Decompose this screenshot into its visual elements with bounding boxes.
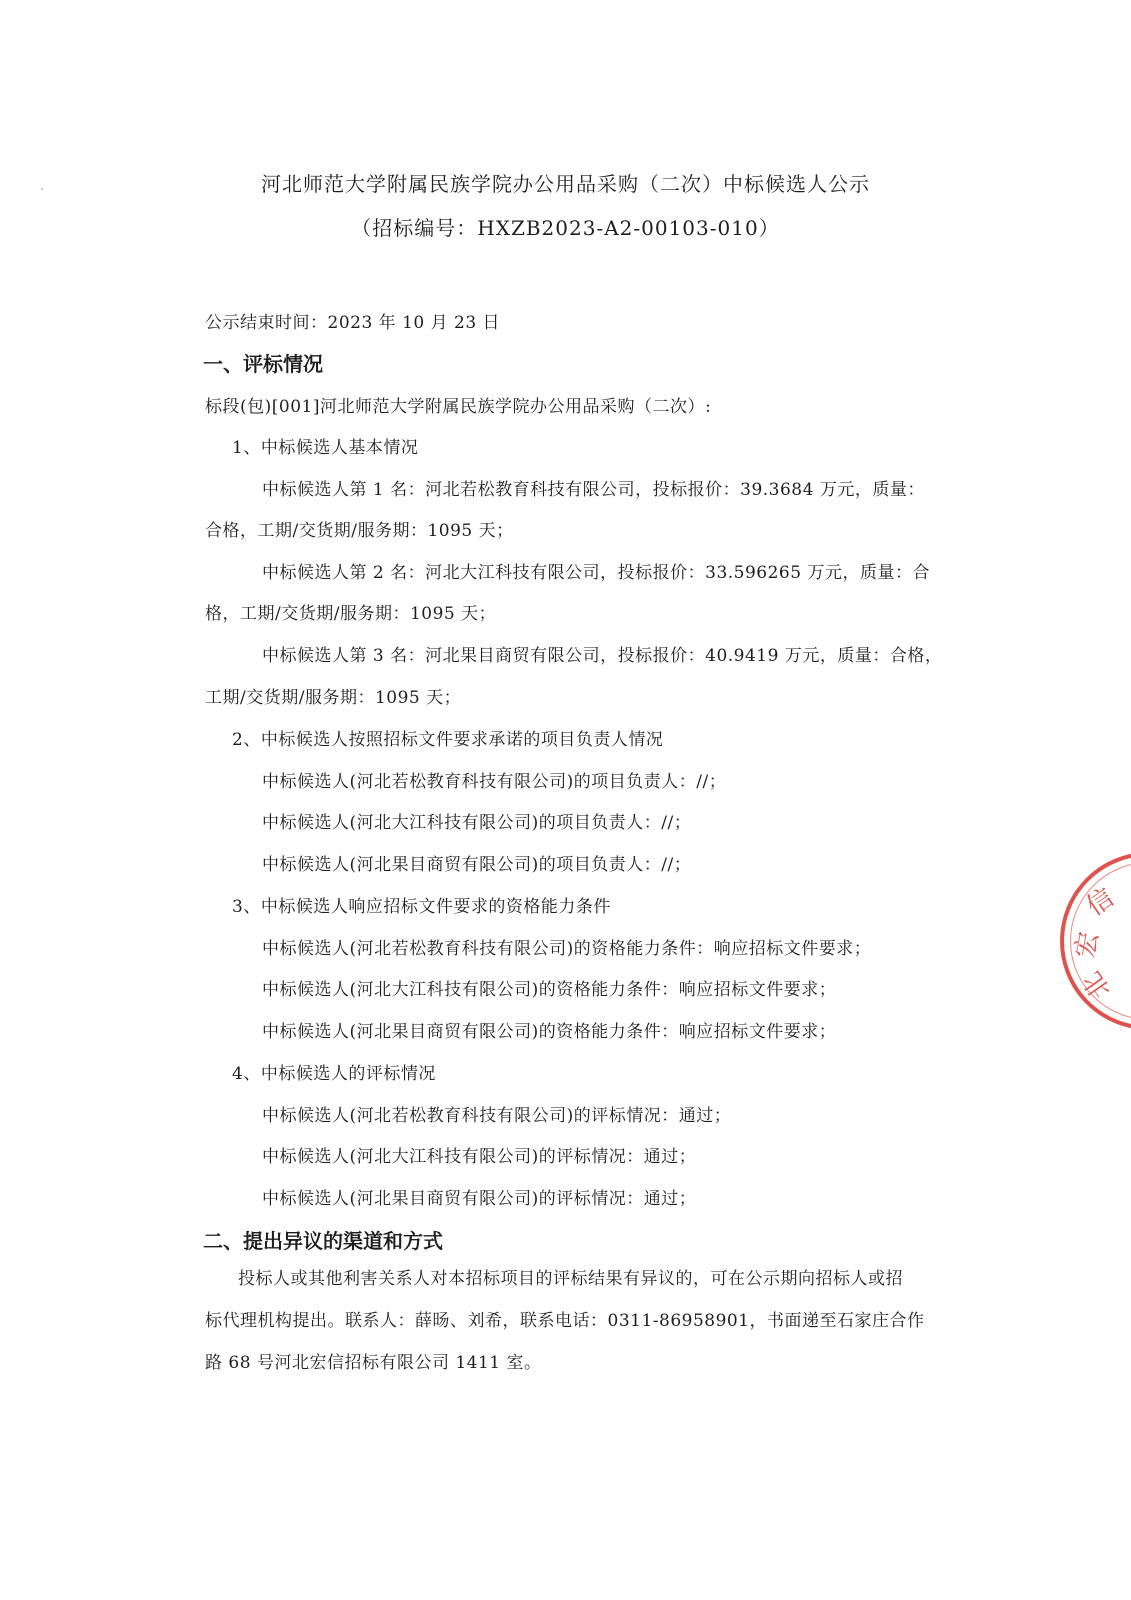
candidate-1-line-2: 合格，工期/交货期/服务期：1095 天； <box>205 521 514 541</box>
candidate-3-line-1: 中标候选人第 3 名：河北果目商贸有限公司，投标报价：40.9419 万元，质量：合格， <box>262 646 943 666</box>
qualification-item: 中标候选人(河北大江科技有限公司)的资格能力条件：响应招标文件要求； <box>262 980 837 1000</box>
publicity-end-time: 公示结束时间：2023 年 10 月 23 日 <box>205 313 501 333</box>
evaluation-item: 中标候选人(河北若松教育科技有限公司)的评标情况：通过； <box>262 1106 732 1126</box>
candidate-2-line-1: 中标候选人第 2 名：河北大江科技有限公司，投标报价：33.596265 万元，质量：合 <box>262 563 930 583</box>
objection-paragraph-line: 路 68 号河北宏信招标有限公司 1411 室。 <box>205 1353 542 1373</box>
document-title: 河北师范大学附属民族学院办公用品采购（二次）中标候选人公示 <box>261 172 870 196</box>
seal-char: 宏 <box>1070 929 1105 961</box>
seal-char: 北 <box>1077 965 1117 1005</box>
package-line: 标段(包)[001]河北师范大学附属民族学院办公用品采购（二次）: <box>205 397 712 417</box>
company-seal <box>1060 852 1131 1030</box>
qualification-item: 中标候选人(河北果目商贸有限公司)的资格能力条件：响应招标文件要求； <box>262 1022 837 1042</box>
subsection-title-evaluation: 4、中标候选人的评标情况 <box>232 1064 436 1084</box>
tender-code: （招标编号：HXZB2023-A2-00103-010） <box>351 216 780 240</box>
scan-speck <box>41 188 43 190</box>
qualification-item: 中标候选人(河北若松教育科技有限公司)的资格能力条件：响应招标文件要求； <box>262 939 872 959</box>
objection-paragraph-line: 标代理机构提出。联系人：薛旸、刘希，联系电话：0311-86958901，书面递至石家庄合作 <box>205 1311 925 1331</box>
evaluation-item: 中标候选人(河北大江科技有限公司)的评标情况：通过； <box>262 1147 697 1167</box>
subsection-title-basic-info: 1、中标候选人基本情况 <box>232 438 419 458</box>
seal-char: 信 <box>1081 882 1120 923</box>
section-heading-objection: 二、提出异议的渠道和方式 <box>203 1229 443 1253</box>
subsection-title-project-leader: 2、中标候选人按照招标文件要求承诺的项目负责人情况 <box>232 730 664 750</box>
section-heading-evaluation: 一、评标情况 <box>203 352 323 376</box>
candidate-3-line-2: 工期/交货期/服务期：1095 天； <box>205 688 462 708</box>
subsection-title-qualification: 3、中标候选人响应招标文件要求的资格能力条件 <box>232 897 611 917</box>
project-leader-item: 中标候选人(河北果目商贸有限公司)的项目负责人：//； <box>262 855 692 875</box>
candidate-1-line-1: 中标候选人第 1 名：河北若松教育科技有限公司，投标报价：39.3684 万元，质量： <box>262 480 925 500</box>
project-leader-item: 中标候选人(河北若松教育科技有限公司)的项目负责人：//； <box>262 772 727 792</box>
evaluation-item: 中标候选人(河北果目商贸有限公司)的评标情况：通过； <box>262 1189 697 1209</box>
project-leader-item: 中标候选人(河北大江科技有限公司)的项目负责人：//； <box>262 813 692 833</box>
objection-paragraph-line: 投标人或其他利害关系人对本招标项目的评标结果有异议的，可在公示期向招标人或招 <box>238 1269 903 1289</box>
candidate-2-line-2: 格，工期/交货期/服务期：1095 天； <box>205 604 497 624</box>
